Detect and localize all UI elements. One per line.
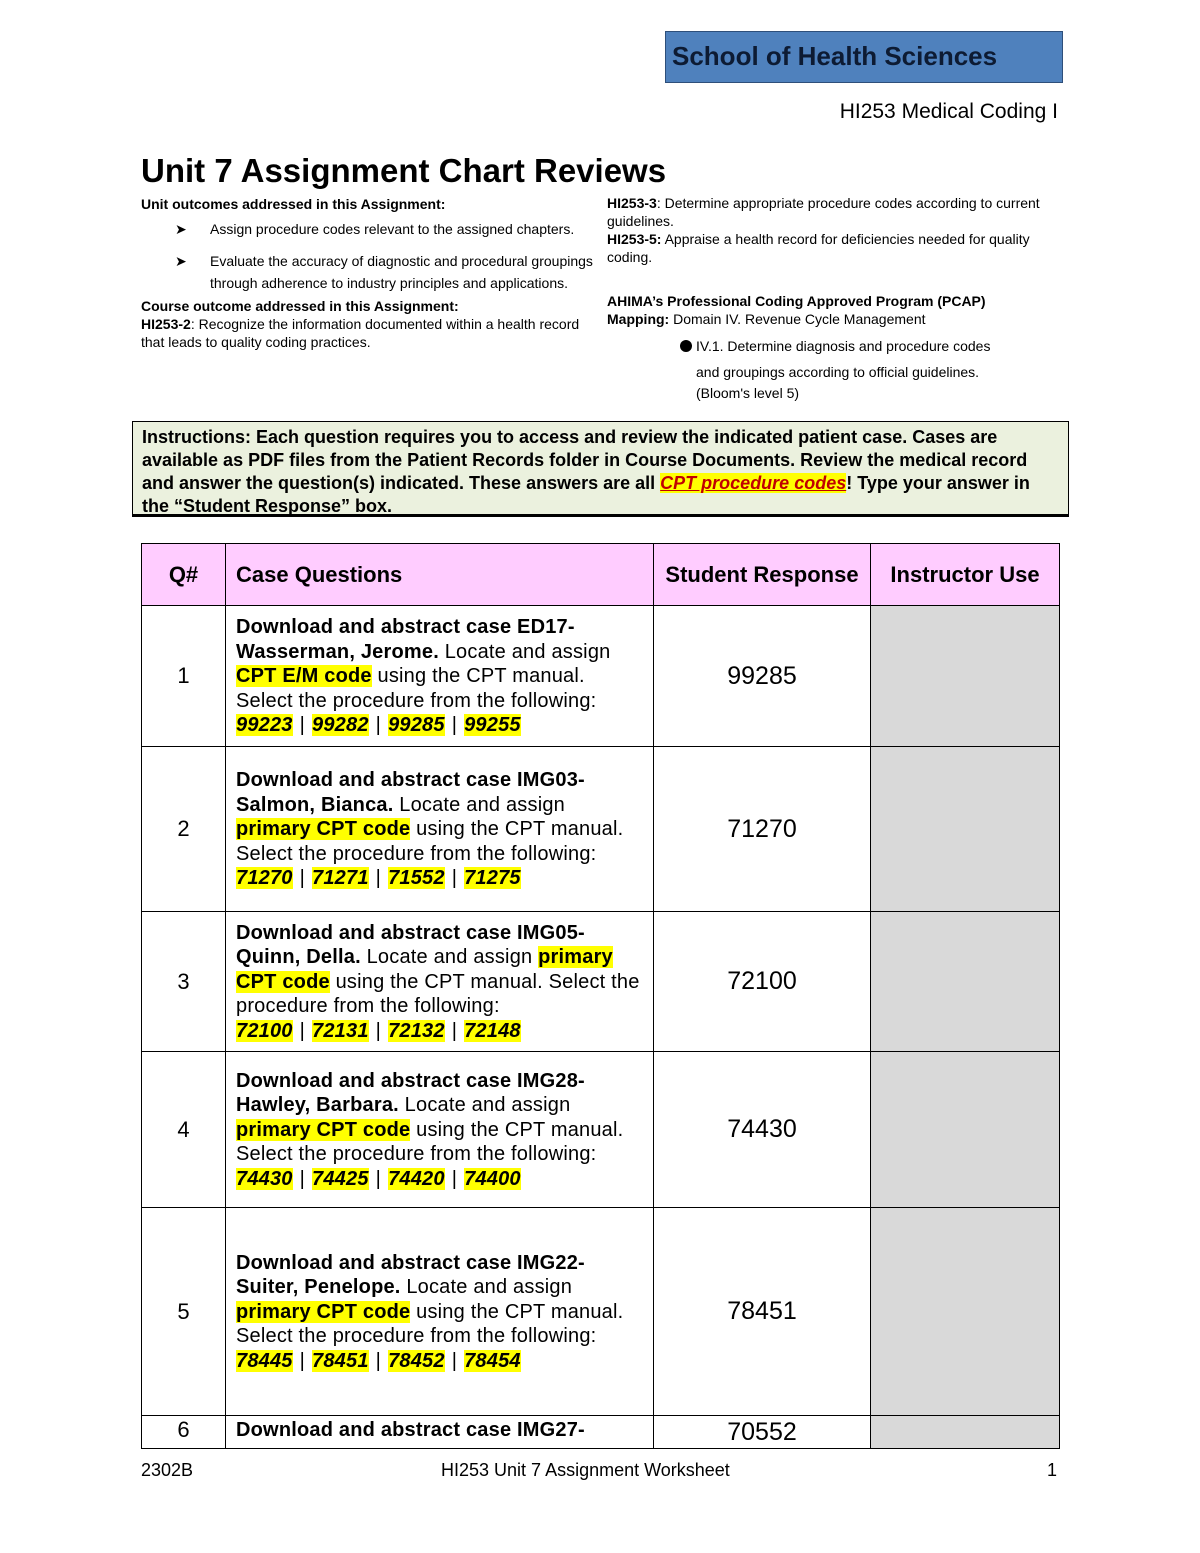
- table-row: [142, 1416, 1060, 1449]
- outcome-bullet: [141, 218, 596, 241]
- outcome-hi253-5: [607, 230, 1059, 266]
- cpt-procedure-codes-emphasis: CPT procedure codes: [660, 473, 847, 493]
- case-text: Locate and assign: [438, 640, 611, 663]
- student-response[interactable]: 70552: [654, 1416, 871, 1449]
- arrow-bullet-icon: ➤: [175, 221, 187, 237]
- case-question: [226, 1208, 654, 1416]
- table-header-row: [142, 544, 1060, 606]
- mapping-text: Domain IV. Revenue Cycle Management: [669, 311, 926, 327]
- case-text: Locate and assign: [360, 946, 539, 969]
- question-number: 5: [142, 1208, 226, 1416]
- code-option: 72132: [388, 1019, 445, 1042]
- case-text: Locate and assign: [393, 793, 566, 816]
- case-question: [226, 747, 654, 912]
- unit-outcomes-heading: Unit outcomes addressed in this Assignment:: [141, 196, 446, 212]
- code-type-highlight: CPT E/M code: [236, 665, 372, 688]
- case-text: using the CPT manual. Select the procedure from the following:: [236, 665, 597, 712]
- arrow-bullet-icon: ➤: [175, 253, 187, 269]
- pcap-mapping: [607, 310, 1059, 328]
- code-option: 74400: [464, 1167, 521, 1190]
- code-type-highlight: primary CPT code: [236, 818, 411, 841]
- bullet-dot-icon: [680, 340, 692, 352]
- code-option: 78451: [312, 1349, 369, 1372]
- unit-outcomes: [141, 195, 596, 351]
- case-text: using the CPT manual. Select the procedure from the following:: [236, 1300, 624, 1348]
- student-response[interactable]: 78451: [654, 1208, 871, 1416]
- case-intro: Download and abstract case IMG22-Suiter, Penelope.: [236, 1251, 585, 1299]
- code-type-highlight: primary CPT code: [236, 1300, 411, 1323]
- instructions-text-end: ! Type your answer in the “Student Response” box.: [142, 473, 1030, 516]
- question-number: 4: [142, 1052, 226, 1208]
- code-type-highlight: primary CPT code: [236, 946, 613, 993]
- footer-page-number: 1: [1047, 1460, 1058, 1480]
- instructor-use-cell: [871, 1052, 1060, 1208]
- case-text: using the CPT manual. Select the procedure from the following:: [236, 1118, 624, 1166]
- student-response[interactable]: 72100: [654, 912, 871, 1052]
- code-option: 78452: [388, 1349, 445, 1372]
- question-number: 6: [142, 1416, 226, 1449]
- page-title: Unit 7 Assignment Chart Reviews: [141, 152, 667, 189]
- code-options: 74430 | 74425 | 74420 | 74400: [236, 1167, 521, 1190]
- case-intro: Download and abstract case ED17-Wasserman, Jerome.: [236, 616, 575, 663]
- case-question: [226, 1416, 654, 1449]
- outcome-text: : Determine appropriate procedure codes according to current guidelines.: [607, 195, 1040, 229]
- table-row: [142, 606, 1060, 747]
- code-option: 99282: [312, 714, 369, 737]
- instructions-text: Instructions: Each question requires you to access and review the indicated patient case. Cases are available as PDF files from the Patient Records folder in Course Documents. Review the medical record and answer the question(s) indicated. These answers are all: [142, 427, 1028, 493]
- code-type-highlight: primary CPT code: [236, 1118, 411, 1141]
- school-banner: [665, 31, 1063, 83]
- student-response[interactable]: 74430: [654, 1052, 871, 1208]
- question-number: 1: [142, 606, 226, 747]
- footer-center: HI253 Unit 7 Assignment Worksheet: [441, 1460, 730, 1480]
- question-number: 2: [142, 747, 226, 912]
- instructor-use-cell: [871, 1208, 1060, 1416]
- pcap-item-line: and groupings according to official guidelines.: [696, 364, 980, 380]
- case-text: using the CPT manual. Select the procedure from the following:: [236, 970, 640, 1018]
- pcap-heading: AHIMA’s Professional Coding Approved Program (PCAP): [607, 293, 986, 309]
- code-option: 71270: [236, 867, 293, 890]
- code-option: 78454: [464, 1349, 521, 1372]
- case-intro: Download and abstract case IMG28-Hawley, Barbara.: [236, 1069, 585, 1117]
- instructor-use-cell: [871, 747, 1060, 912]
- student-response[interactable]: 71270: [654, 747, 871, 912]
- footer-left: 2302B: [141, 1460, 194, 1480]
- student-response[interactable]: 99285: [654, 606, 871, 747]
- code-options: 99223 | 99282 | 99285 | 99255: [236, 714, 521, 737]
- case-question: [226, 606, 654, 747]
- instructor-use-cell: [871, 1416, 1060, 1449]
- question-number: 3: [142, 912, 226, 1052]
- course-outcome: [141, 315, 596, 351]
- header-q-number: Q#: [142, 544, 226, 606]
- code-options: 72100 | 72131 | 72132 | 72148: [236, 1019, 521, 1042]
- pcap-item-line: IV.1. Determine diagnosis and procedure codes: [696, 338, 991, 354]
- code-option: 74420: [388, 1167, 445, 1190]
- pcap-item: [607, 334, 1059, 402]
- outcome-bullet: [141, 250, 596, 294]
- code-option: 71271: [312, 867, 369, 890]
- case-intro: Download and abstract case IMG05-Quinn, Della.: [236, 921, 585, 969]
- pcap-item-line: (Bloom's level 5): [696, 385, 800, 401]
- case-text: Locate and assign: [398, 1094, 571, 1117]
- code-options: 78445 | 78451 | 78452 | 78454: [236, 1349, 521, 1372]
- questions-table: [141, 543, 1060, 1449]
- table-row: [142, 747, 1060, 912]
- code-option: 78445: [236, 1349, 293, 1372]
- instructions-box: [132, 421, 1069, 517]
- course-outcomes: [607, 194, 1059, 402]
- outcome-text: Evaluate the accuracy of diagnostic and procedural groupings through adherence to industry principles and applications.: [210, 253, 593, 291]
- code-option: 71275: [464, 867, 521, 890]
- table-row: [142, 912, 1060, 1052]
- code-option: 99255: [464, 714, 521, 737]
- outcome-code: HI253-5:: [607, 231, 662, 247]
- code-option: 72131: [312, 1019, 369, 1042]
- instructor-use-cell: [871, 912, 1060, 1052]
- course-outcome-heading: Course outcome addressed in this Assignment:: [141, 298, 459, 314]
- case-question: [226, 1052, 654, 1208]
- case-text: using the CPT manual. Select the procedure from the following:: [236, 818, 624, 865]
- table-row: [142, 1052, 1060, 1208]
- case-text: Locate and assign: [400, 1276, 573, 1299]
- header-case-questions: Case Questions: [226, 544, 654, 606]
- course-outcome-code: HI253-2: [141, 316, 191, 332]
- course-outcome-text: : Recognize the information documented within a health record that leads to quality coding practices.: [141, 316, 580, 350]
- case-question: [226, 912, 654, 1052]
- case-intro: Download and abstract case IMG03-Salmon, Bianca.: [236, 769, 585, 816]
- code-option: 74425: [312, 1167, 369, 1190]
- code-option: 99285: [388, 714, 445, 737]
- header-student-response: Student Response: [654, 544, 871, 606]
- table-row: [142, 1208, 1060, 1416]
- course-name: HI253 Medical Coding I: [839, 100, 1058, 123]
- code-option: 72148: [464, 1019, 521, 1042]
- header-instructor-use: Instructor Use: [871, 544, 1060, 606]
- outcome-text: Assign procedure codes relevant to the assigned chapters.: [210, 221, 575, 237]
- outcome-text: Appraise a health record for deficiencies needed for quality coding.: [607, 231, 1030, 265]
- code-option: 71552: [388, 867, 445, 890]
- outcome-code: HI253-3: [607, 195, 657, 211]
- outcome-hi253-3: [607, 194, 1059, 230]
- instructor-use-cell: [871, 606, 1060, 747]
- code-option: 99223: [236, 714, 293, 737]
- code-option: 74430: [236, 1167, 293, 1190]
- banner-title: School of Health Sciences: [672, 41, 998, 71]
- mapping-label: Mapping:: [607, 311, 670, 327]
- code-options: 71270 | 71271 | 71552 | 71275: [236, 867, 521, 890]
- case-intro: Download and abstract case IMG27-: [236, 1419, 585, 1441]
- code-option: 72100: [236, 1019, 293, 1042]
